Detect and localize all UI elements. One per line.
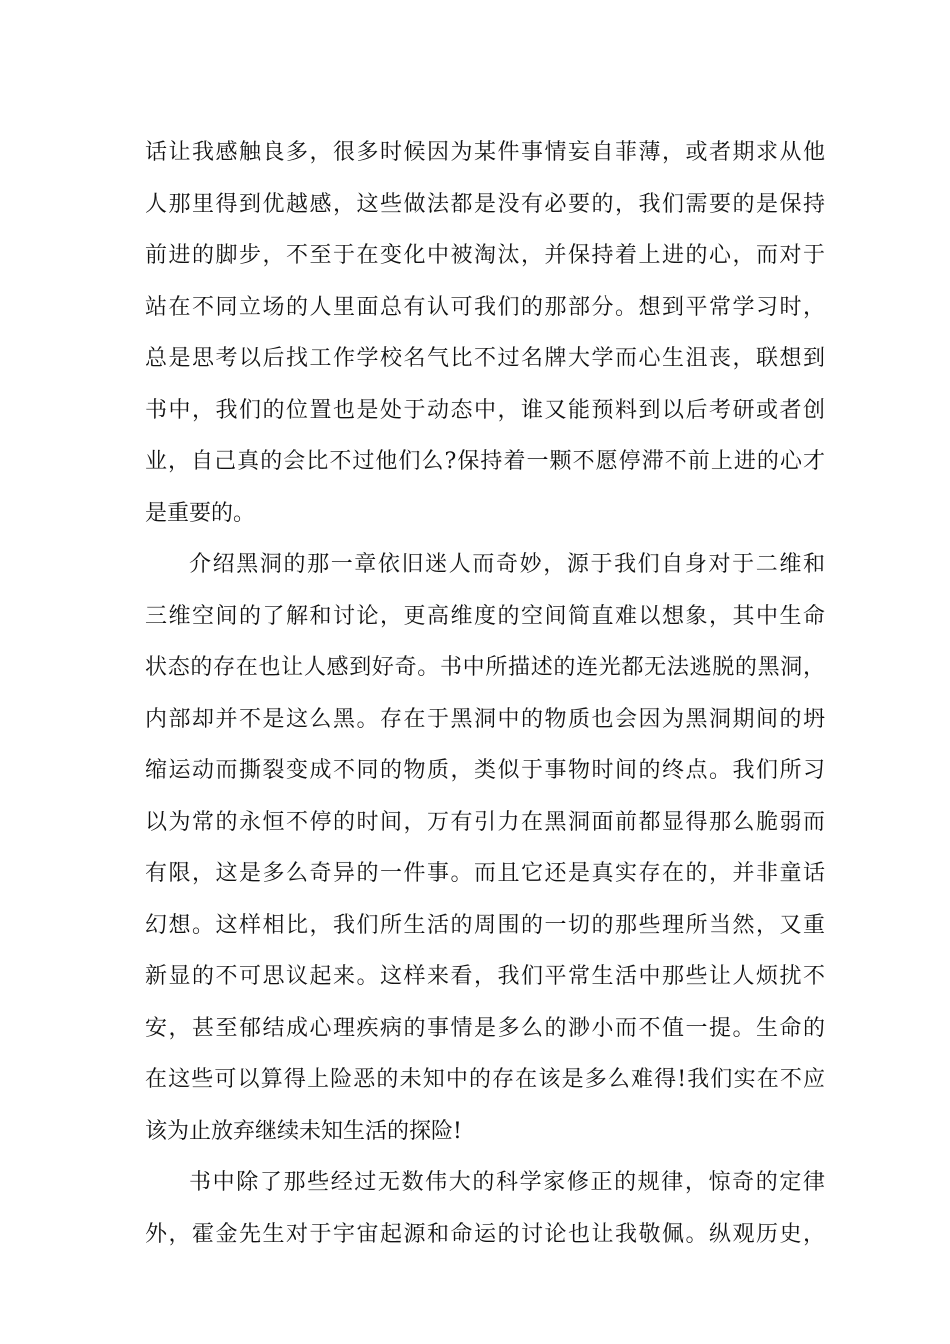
text-line: 新显的不可思议起来。这样来看，我们平常生活中那些让人烦扰不 bbox=[145, 964, 825, 989]
text-line: 总是思考以后找工作学校名气比不过名牌大学而心生沮丧，联想到 bbox=[145, 346, 825, 371]
text-line: 该为止放弃继续未知生活的探险! bbox=[145, 1118, 462, 1144]
text-line: 内部却并不是这么黑。存在于黑洞中的物质也会因为黑洞期间的坍 bbox=[145, 706, 825, 732]
text-line: 以为常的永恒不停的时间，万有引力在黑洞面前都显得那么脆弱而 bbox=[145, 809, 825, 835]
text-line: 业，自己真的会比不过他们么?保持着一颗不愿停滞不前上进的心才 bbox=[145, 449, 825, 474]
body-text bbox=[145, 127, 825, 1260]
text-line: 有限，这是多么奇异的一件事。而且它还是真实存在的，并非童话 bbox=[145, 861, 825, 886]
text-line: 书中，我们的位置也是处于动态中，谁又能预料到以后考研或者创 bbox=[145, 397, 825, 423]
text-line: 前进的脚步，不至于在变化中被淘汰，并保持着上进的心，而对于 bbox=[145, 243, 825, 268]
text-line: 外，霍金先生对于宇宙起源和命运的讨论也让我敬佩。纵观历史， bbox=[145, 1221, 825, 1247]
text-line: 人那里得到优越感，这些做法都是没有必要的，我们需要的是保持 bbox=[145, 191, 825, 217]
text-line: 书中除了那些经过无数伟大的科学家修正的规律，惊奇的定律 bbox=[189, 1170, 825, 1195]
text-line: 安，甚至郁结成心理疾病的事情是多么的渺小而不值一提。生命的 bbox=[145, 1015, 825, 1041]
text-line: 在这些可以算得上险恶的未知中的存在该是多么难得!我们实在不应 bbox=[145, 1067, 825, 1092]
text-line: 三维空间的了解和讨论，更高维度的空间简直难以想象，其中生命 bbox=[145, 603, 825, 629]
text-line: 站在不同立场的人里面总有认可我们的那部分。想到平常学习时， bbox=[145, 294, 825, 320]
text-line: 缩运动而撕裂变成不同的物质，类似于事物时间的终点。我们所习 bbox=[145, 758, 825, 783]
text-line: 状态的存在也让人感到好奇。书中所描述的连光都无法逃脱的黑洞， bbox=[145, 655, 825, 680]
text-line: 幻想。这样相比，我们所生活的周围的一切的那些理所当然，又重 bbox=[145, 912, 825, 938]
text-line: 是重要的。 bbox=[145, 500, 256, 526]
text-line: 话让我感触良多，很多时候因为某件事情妄自菲薄，或者期求从他 bbox=[145, 140, 825, 165]
text-line: 介绍黑洞的那一章依旧迷人而奇妙，源于我们自身对于二维和 bbox=[189, 552, 825, 577]
